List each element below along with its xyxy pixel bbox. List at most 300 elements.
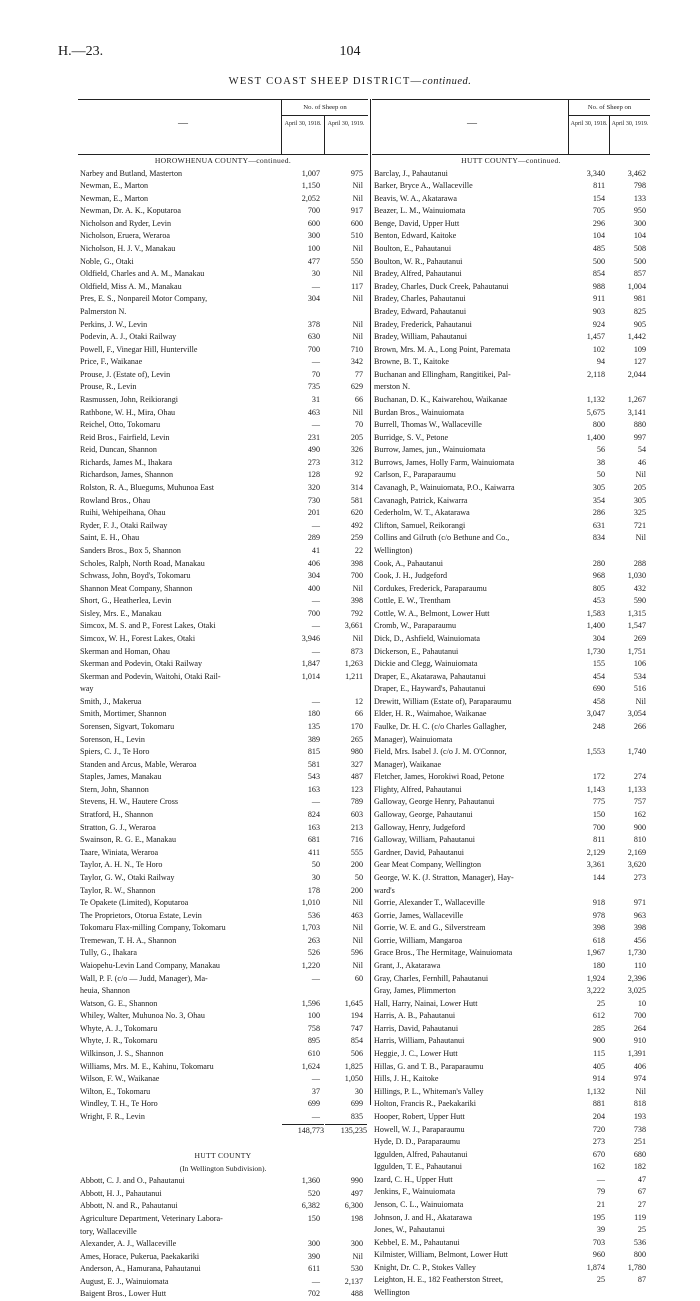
- sheep-count-1919: 581: [350, 495, 363, 505]
- table-row: [372, 885, 650, 898]
- table-row: [78, 935, 368, 948]
- sheep-count-1918: 988: [592, 281, 605, 291]
- table-row: [372, 469, 650, 482]
- holder-name: Tully, G., Ihakara: [80, 948, 137, 958]
- sheep-count-1918: —: [311, 420, 320, 430]
- sheep-count-1919: 87: [637, 1275, 646, 1285]
- sheep-count-1918: 400: [307, 583, 320, 593]
- sheep-count-1919: 22: [354, 545, 363, 555]
- sheep-count-1918: 458: [592, 696, 605, 706]
- sheep-count-1919: 1,263: [344, 659, 363, 669]
- holder-name: Dick, D., Ashfield, Wainuiomata: [374, 633, 480, 643]
- table-row: [372, 1023, 650, 1036]
- sheep-count-1918: 390: [307, 1251, 320, 1261]
- table-row: [372, 608, 650, 621]
- sheep-count-1919: 1,133: [627, 784, 646, 794]
- sheep-count-1919: 487: [350, 772, 363, 782]
- sheep-count-1918: 56: [596, 445, 605, 455]
- sheep-count-1919: 205: [633, 483, 646, 493]
- holder-name: Podevin, A. J., Otaki Railway: [80, 332, 177, 342]
- sheep-count-1918: 618: [592, 935, 605, 945]
- table-row: [372, 784, 650, 797]
- holder-name: Harris, David, Pahautanui: [374, 1023, 459, 1033]
- table-row: [78, 545, 368, 558]
- sheep-count-1918: 195: [592, 1212, 605, 1222]
- holder-name: Rolston, R. A., Bluegums, Muhunoa East: [80, 483, 215, 493]
- table-row: [372, 1199, 650, 1212]
- sheep-count-1918: 730: [307, 495, 320, 505]
- holder-name: Tokomaru Flax-milling Company, Tokomaru: [80, 923, 226, 933]
- sheep-count-1919: 50: [354, 872, 363, 882]
- sheep-count-1918: 681: [307, 835, 320, 845]
- header-year-1919: April 30, 1919.: [611, 121, 649, 127]
- report-reference: H.—23.: [58, 44, 104, 59]
- table-row: [372, 243, 650, 256]
- sheep-count-1919: 975: [350, 168, 363, 178]
- sheep-count-1918: 1,400: [586, 432, 605, 442]
- sheep-count-1919: 596: [350, 948, 363, 958]
- sheep-count-1918: 978: [592, 910, 605, 920]
- table-row: [78, 1251, 368, 1264]
- sheep-count-1919: 25: [637, 1225, 646, 1235]
- table-row: [372, 319, 650, 332]
- sheep-count-1919: 27: [637, 1199, 646, 1209]
- sheep-count-1919: Nil: [352, 633, 363, 643]
- sheep-count-1918: 911: [593, 294, 605, 304]
- sheep-count-1918: 273: [307, 457, 320, 467]
- sheep-count-1918: —: [311, 520, 320, 530]
- holder-name: Drewitt, William (Estate of), Paraparaumu: [374, 696, 512, 706]
- holder-name: Pres, E. S., Nonpareil Motor Company,: [80, 294, 208, 304]
- sheep-count-1919: 757: [633, 797, 646, 807]
- section-subheading: (In Wellington Subdivision).: [179, 1163, 267, 1173]
- sheep-count-1919: 264: [633, 1023, 646, 1033]
- table-row: [372, 482, 650, 495]
- sheep-count-1918: 21: [596, 1199, 605, 1209]
- sheep-count-1919: 182: [633, 1162, 646, 1172]
- holder-name: Smith, J., Makerua: [80, 696, 142, 706]
- sheep-count-1918: 3,946: [301, 633, 320, 643]
- sheep-count-1918: 2,118: [587, 369, 605, 379]
- table-row: [372, 1249, 650, 1262]
- holder-name: Benton, Edward, Kaitoke: [374, 231, 457, 241]
- sheep-count-1918: 454: [592, 671, 605, 681]
- sheep-count-1918: 924: [592, 319, 605, 329]
- holder-name: Cavanagh, P., Wainuiomata, P.O., Kaiwarra: [374, 483, 515, 493]
- sheep-count-1918: 900: [592, 1036, 605, 1046]
- table-row: [372, 293, 650, 306]
- sheep-count-1918: 610: [307, 1049, 320, 1059]
- table-row: [372, 1061, 650, 1074]
- sheep-count-1918: 800: [592, 420, 605, 430]
- table-row: [372, 1186, 650, 1199]
- sheep-count-1919: 288: [633, 558, 646, 568]
- table-row: [372, 281, 650, 294]
- holder-name: Reichel, Otto, Tokomaru: [80, 420, 161, 430]
- holder-name: Swainson, R. G. E., Manakau: [80, 835, 176, 845]
- table-row: [78, 532, 368, 545]
- sheep-count-1919: 1,030: [627, 571, 646, 581]
- holder-name: Abbott, N. and R., Pahautanui: [80, 1201, 178, 1211]
- table-row: [372, 1098, 650, 1111]
- sheep-count-1918: 150: [592, 810, 605, 820]
- table-row: [372, 344, 650, 357]
- holder-name: Schwass, John, Boyd's, Tokomaru: [80, 571, 191, 581]
- table-row: [78, 784, 368, 797]
- sheep-count-1918: 690: [592, 684, 605, 694]
- sheep-count-1919: 721: [633, 520, 646, 530]
- table-row: [372, 985, 650, 998]
- sheep-count-1918: 700: [307, 344, 320, 354]
- sheep-count-1919: 798: [633, 181, 646, 191]
- sheep-count-1918: 25: [596, 998, 605, 1008]
- total-row: [78, 1124, 368, 1137]
- table-row: [78, 381, 368, 394]
- holder-name: Cook, A., Pahautanui: [374, 558, 444, 568]
- sheep-count-1919: 603: [350, 810, 363, 820]
- sheep-count-1919: 1,645: [344, 998, 363, 1008]
- sheep-count-1919: 508: [633, 244, 646, 254]
- holder-name: Bradey, Alfred, Pahautanui: [374, 269, 462, 279]
- sheep-count-1918: 304: [307, 294, 320, 304]
- table-row: [78, 922, 368, 935]
- holder-name: Gorrie, W. E. and G., Silverstream: [374, 923, 486, 933]
- sheep-count-1918: —: [311, 281, 320, 291]
- table-row: [372, 897, 650, 910]
- sheep-count-1919: 325: [633, 508, 646, 518]
- holder-name: Barclay, J., Pahautanui: [374, 168, 448, 178]
- table-row: [372, 230, 650, 243]
- table-row: [78, 1086, 368, 1099]
- holder-name: Hillings, P. L., Whiteman's Valley: [374, 1086, 484, 1096]
- table-row: [78, 822, 368, 835]
- holder-name: Rathbone, W. H., Mira, Ohau: [80, 407, 176, 417]
- sheep-count-1919: 305: [633, 495, 646, 505]
- sheep-count-1919: 3,025: [627, 986, 646, 996]
- sheep-count-1919: 534: [633, 671, 646, 681]
- sheep-count-1918: 811: [593, 181, 605, 191]
- table-row: [78, 507, 368, 520]
- sheep-count-1918: 405: [592, 1061, 605, 1071]
- table-row: [372, 205, 650, 218]
- holder-name: Buchanan, D. K., Kaiwarehou, Waikanae: [374, 394, 508, 404]
- sheep-count-1919: 600: [350, 218, 363, 228]
- table-row: [372, 444, 650, 457]
- table-row: [372, 218, 650, 231]
- sheep-count-1918: 263: [307, 935, 320, 945]
- table-row: [78, 583, 368, 596]
- holder-name: Sorenson, H., Levin: [80, 734, 145, 744]
- sheep-count-1919: 910: [633, 1036, 646, 1046]
- table-row: [78, 1213, 368, 1226]
- holder-name: Brown, Mrs. M. A., Long Point, Paremata: [374, 344, 511, 354]
- sheep-count-1919: Nil: [352, 181, 363, 191]
- holder-name: Johnson, J. and H., Akatarawa: [374, 1212, 473, 1222]
- table-row: [78, 319, 368, 332]
- holder-name: Newman, Dr. A. K., Koputaroa: [80, 206, 181, 216]
- table-row: [372, 419, 650, 432]
- table-row: [372, 495, 650, 508]
- holder-name: Taare, Winiata, Weraroa: [80, 847, 159, 857]
- sheep-count-1918: 172: [592, 772, 605, 782]
- holder-name: Beazer, L. M., Wainuiomata: [374, 206, 466, 216]
- sheep-count-1918: 735: [307, 382, 320, 392]
- holder-name: Gray, James, Plimmerton: [374, 986, 456, 996]
- holder-name: Hyde, D. D., Paraparaumu: [374, 1137, 461, 1147]
- sheep-count-1918: 50: [311, 860, 320, 870]
- holder-name: Gear Meat Company, Wellington: [374, 860, 482, 870]
- sheep-count-1918: 1,703: [301, 923, 320, 933]
- table-row: [372, 545, 650, 558]
- table-row: [372, 520, 650, 533]
- table-row: [78, 419, 368, 432]
- sheep-count-1918: —: [311, 973, 320, 983]
- sheep-count-1918: —: [311, 621, 320, 631]
- sheep-count-1919: 971: [633, 898, 646, 908]
- sheep-count-1918: 304: [592, 633, 605, 643]
- sheep-count-1919: 312: [350, 457, 363, 467]
- sheep-count-1919: 119: [634, 1212, 646, 1222]
- holder-name: Alexander, A. J., Wallaceville: [80, 1239, 177, 1249]
- table-row: [372, 583, 650, 596]
- sheep-count-1918: 914: [592, 1074, 605, 1084]
- sheep-count-1919: Nil: [352, 294, 363, 304]
- holder-name: Buchanan and Ellingham, Rangitikei, Pal-: [374, 369, 511, 379]
- holder-name: Knight, Dr. C. P., Stokes Valley: [374, 1262, 476, 1272]
- sheep-count-1919: 1,442: [627, 332, 646, 342]
- sheep-count-1919: Nil: [352, 923, 363, 933]
- sheep-count-1919: 110: [634, 961, 646, 970]
- table-row: [372, 809, 650, 822]
- holder-name: Hillas, G. and T. B., Paraparaumu: [374, 1061, 484, 1071]
- table-row: [78, 407, 368, 420]
- holder-name: Smith, Mortimer, Shannon: [80, 709, 167, 719]
- sheep-count-1919: 67: [637, 1187, 646, 1197]
- holder-name: Sisley, Mrs. E., Manakau: [80, 608, 162, 618]
- holder-name: Perkins, J. W., Levin: [80, 319, 148, 329]
- sheep-count-1919: 193: [633, 1111, 646, 1121]
- table-row: [372, 558, 650, 571]
- sheep-count-1919: Nil: [352, 961, 363, 970]
- sheep-count-1919: 66: [354, 709, 363, 719]
- table-row: [372, 1262, 650, 1275]
- holder-name: Boulton, E., Pahautanui: [374, 244, 452, 254]
- sheep-count-1919: 516: [633, 684, 646, 694]
- sheep-count-1918: 79: [596, 1187, 605, 1197]
- title-main: WEST COAST SHEEP DISTRICT—: [228, 76, 423, 87]
- table-row: [372, 1035, 650, 1048]
- table-row: [372, 193, 650, 206]
- holder-name: Iggulden, Alfred, Pahautanui: [374, 1149, 468, 1159]
- sheep-count-1918: 775: [592, 797, 605, 807]
- sheep-count-1919: 880: [633, 420, 646, 430]
- sheep-count-1918: 155: [592, 659, 605, 669]
- sheep-count-1919: 716: [350, 835, 363, 845]
- table-row: [78, 444, 368, 457]
- sheep-count-1918: 296: [592, 218, 605, 228]
- sheep-count-1919: 213: [350, 822, 363, 832]
- sheep-count-1919: 326: [350, 445, 363, 455]
- table-row: [372, 1048, 650, 1061]
- sheep-count-1919: 104: [633, 231, 646, 241]
- holder-name: Rasmussen, John, Reikiorangi: [80, 394, 179, 404]
- page-title: [0, 76, 700, 87]
- sheep-count-1918: 702: [307, 1289, 320, 1299]
- holder-name: Stratton, G. J., Weraroa: [80, 822, 156, 832]
- sheep-count-1919: 488: [350, 1289, 363, 1299]
- table-row: [372, 947, 650, 960]
- holder-name: Cottle, W. A., Belmont, Lower Hutt: [374, 608, 490, 618]
- sheep-count-1918: 903: [592, 306, 605, 316]
- holder-name: Ryder, F. J., Otaki Railway: [80, 520, 168, 530]
- sheep-count-1918: 135: [307, 722, 320, 732]
- header-dash: —: [467, 118, 477, 129]
- sheep-count-1918: 520: [307, 1188, 320, 1198]
- table-row: [78, 495, 368, 508]
- table-row: [372, 507, 650, 520]
- table-row: [372, 457, 650, 470]
- sheep-count-1918: 5,675: [586, 407, 605, 417]
- sheep-count-1918: 700: [592, 822, 605, 832]
- table-row: [372, 708, 650, 721]
- table-row: [78, 1048, 368, 1061]
- left-table-body: [78, 155, 368, 1301]
- sheep-count-1919: Nil: [352, 935, 363, 945]
- holder-name: The Proprietors, Otorua Estate, Levin: [80, 910, 202, 920]
- holder-name: Shannon Meat Company, Shannon: [80, 583, 193, 593]
- holder-name: Gorrie, James, Wallaceville: [374, 910, 464, 920]
- holder-name: Ruihi, Wehipeihana, Ohau: [80, 508, 166, 518]
- sheep-count-1918: 1,457: [586, 332, 605, 342]
- sheep-count-1919: 854: [350, 1036, 363, 1046]
- sheep-count-1919: 629: [350, 382, 363, 392]
- table-row: [372, 1237, 650, 1250]
- holder-name: Collins and Gilruth (c/o Bethune and Co.,: [374, 533, 510, 543]
- sheep-count-1918: 178: [307, 885, 320, 895]
- sheep-count-1919: 3,661: [344, 621, 363, 631]
- sheep-count-1918: —: [311, 797, 320, 807]
- table-row: [372, 570, 650, 583]
- sheep-count-1918: 881: [592, 1099, 605, 1109]
- total-1918: 148,773: [282, 1124, 324, 1138]
- holder-name: Short, G., Heatherlea, Levin: [80, 596, 172, 606]
- sheep-count-1919: 106: [633, 659, 646, 669]
- right-column: [372, 99, 650, 1298]
- table-row: [372, 1073, 650, 1086]
- holder-name: Galloway, George Henry, Pahautanui: [374, 797, 495, 807]
- sheep-count-1919: 710: [350, 344, 363, 354]
- sheep-count-1918: 612: [592, 1011, 605, 1021]
- left-table-header: [78, 99, 368, 155]
- table-row: [78, 1188, 368, 1201]
- sheep-count-1919: 456: [633, 935, 646, 945]
- table-row: [372, 432, 650, 445]
- sheep-count-1918: 102: [592, 344, 605, 354]
- sheep-count-1919: 342: [350, 357, 363, 367]
- sheep-count-1919: 60: [354, 973, 363, 983]
- holder-name: Manager), Wainuiomata: [374, 734, 453, 744]
- table-row: [372, 1161, 650, 1174]
- holder-name: Nicholson and Ryder, Levin: [80, 218, 172, 228]
- holder-name: Reid, Duncan, Shannon: [80, 445, 157, 455]
- sheep-count-1918: 1,132: [586, 1086, 605, 1096]
- table-row: [78, 696, 368, 709]
- header-dash: —: [178, 118, 188, 129]
- sheep-count-1918: 100: [307, 1011, 320, 1021]
- sheep-count-1919: Nil: [352, 898, 363, 908]
- sheep-count-1919: 77: [354, 369, 363, 379]
- sheep-count-1918: 1,014: [301, 671, 320, 681]
- table-row: [372, 671, 650, 684]
- right-table-body: [372, 155, 650, 1300]
- sheep-count-1919: 10: [637, 998, 646, 1008]
- table-row: [78, 268, 368, 281]
- sheep-count-1919: 46: [637, 457, 646, 467]
- sheep-count-1918: 630: [307, 332, 320, 342]
- sheep-count-1918: 526: [307, 948, 320, 958]
- holder-name: August, E. J., Wainuiomata: [80, 1276, 169, 1286]
- sheep-count-1918: 1,583: [586, 608, 605, 618]
- sheep-count-1918: 581: [307, 759, 320, 769]
- table-row: [372, 746, 650, 759]
- sheep-count-1919: 1,740: [627, 747, 646, 757]
- sheep-count-1919: 398: [350, 558, 363, 568]
- sheep-count-1919: 12: [354, 696, 363, 706]
- sheep-count-1919: 974: [633, 1074, 646, 1084]
- sheep-count-1918: —: [311, 357, 320, 367]
- table-row: [372, 1149, 650, 1162]
- table-row: [78, 947, 368, 960]
- sheep-count-1919: 997: [633, 432, 646, 442]
- sheep-count-1918: 960: [592, 1250, 605, 1260]
- table-row: [372, 771, 650, 784]
- sheep-count-1919: 590: [633, 596, 646, 606]
- holder-name: Browne, B. T., Kaitoke: [374, 357, 450, 367]
- sheep-count-1919: 133: [633, 193, 646, 203]
- sheep-count-1918: 104: [592, 231, 605, 241]
- holder-name: Heggie, J. C., Lower Hutt: [374, 1049, 458, 1059]
- sheep-count-1918: —: [311, 1074, 320, 1084]
- sheep-count-1918: 100: [307, 244, 320, 254]
- holder-name: Harris, William, Pahautanui: [374, 1036, 465, 1046]
- table-row: [372, 998, 650, 1011]
- sheep-count-1918: 128: [307, 470, 320, 480]
- sheep-count-1919: 3,054: [627, 709, 646, 719]
- holder-name: Harris, A. B., Pahautanui: [374, 1011, 456, 1021]
- sheep-count-1919: 1,004: [627, 281, 646, 291]
- sheep-count-1918: 500: [592, 256, 605, 266]
- sheep-count-1919: 1,050: [344, 1074, 363, 1084]
- sheep-count-1919: 1,730: [627, 948, 646, 958]
- sheep-count-1918: 204: [592, 1111, 605, 1121]
- sheep-count-1919: 463: [350, 910, 363, 920]
- sheep-count-1918: —: [311, 696, 320, 706]
- sheep-count-1919: 198: [350, 1213, 363, 1223]
- holder-name: Wall, P. F. (c/o — Judd, Manager), Ma-: [80, 973, 208, 983]
- holder-name: Clifton, Samuel, Reikorangi: [374, 520, 466, 530]
- table-row: [78, 834, 368, 847]
- sheep-count-1919: Nil: [352, 332, 363, 342]
- table-row: [78, 331, 368, 344]
- header-no-of-sheep: No. of Sheep on: [569, 101, 650, 116]
- table-row: [372, 256, 650, 269]
- sheep-count-1918: 144: [592, 872, 605, 882]
- table-row: [78, 482, 368, 495]
- holder-name: tory, Wallaceville: [80, 1226, 137, 1236]
- table-row: [372, 1136, 650, 1149]
- sheep-count-1919: 917: [350, 206, 363, 216]
- sheep-count-1919: 70: [354, 420, 363, 430]
